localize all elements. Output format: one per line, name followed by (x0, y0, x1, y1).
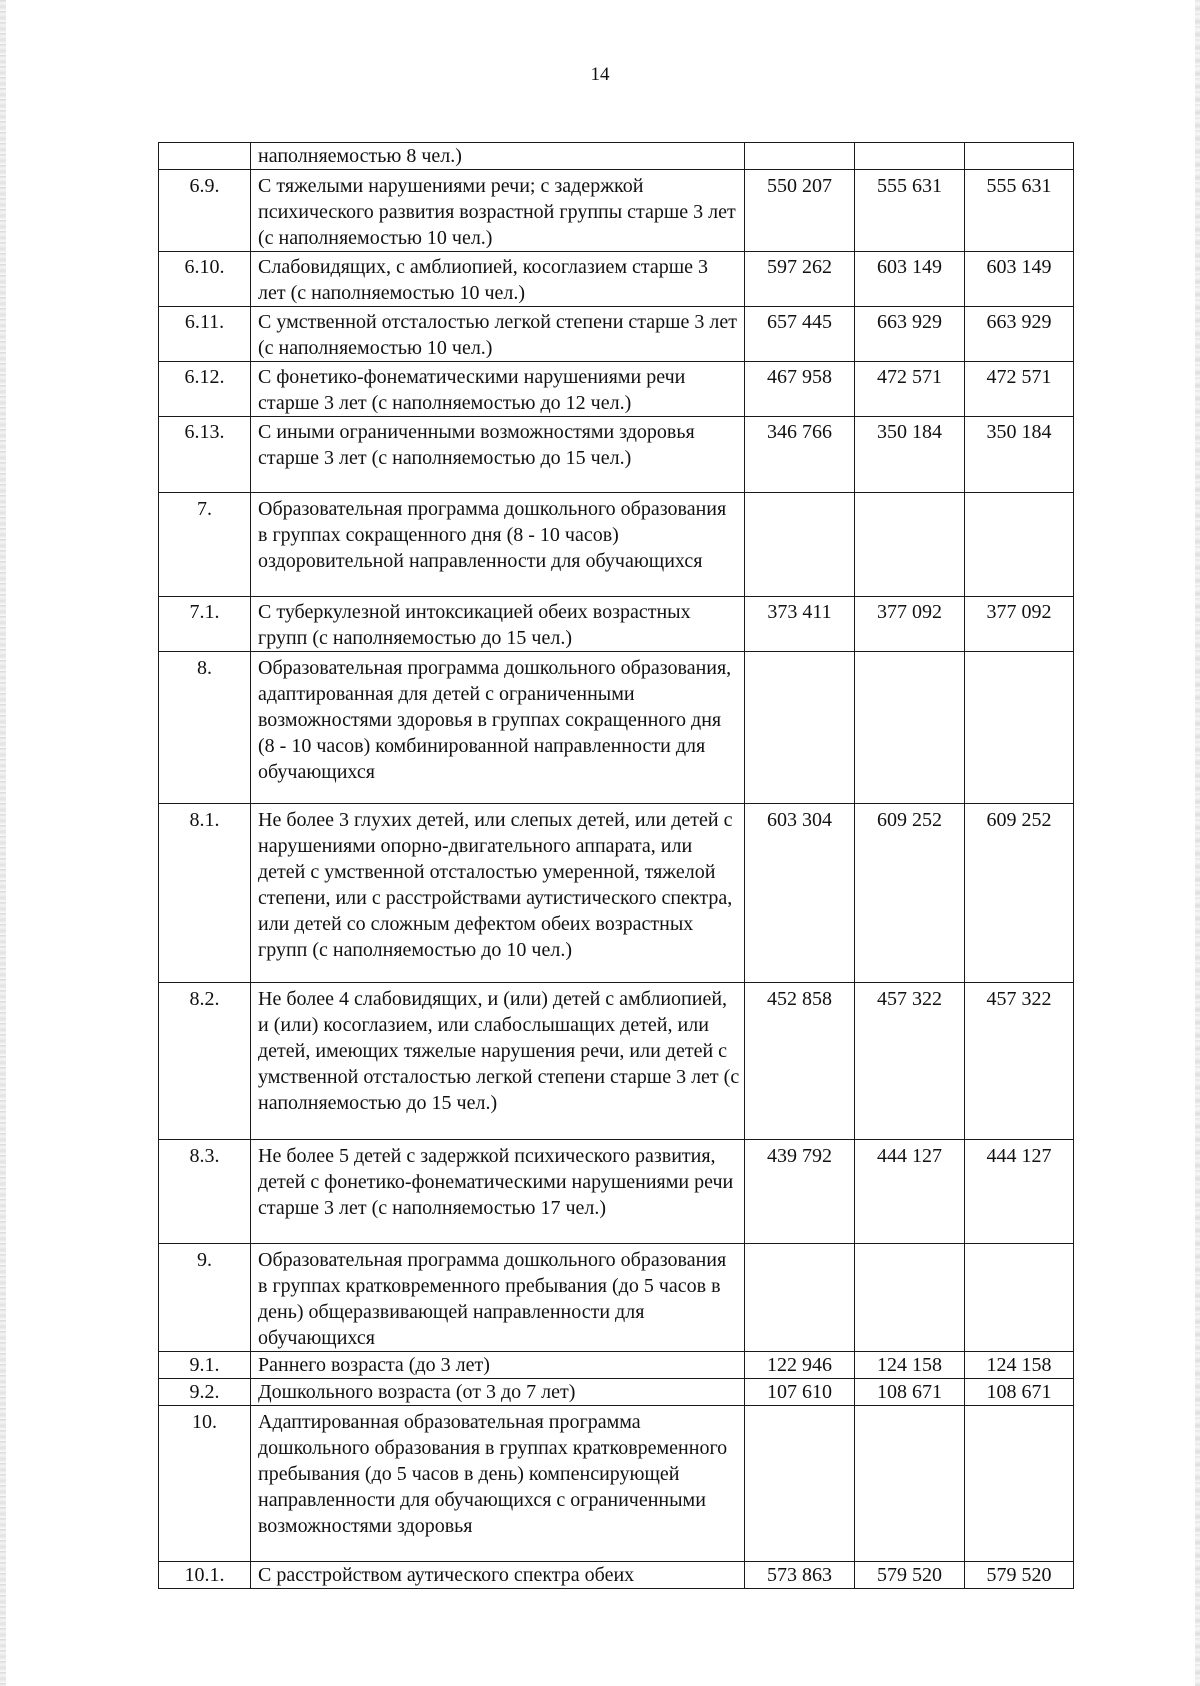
row-value-1-cell (745, 1244, 855, 1352)
row-value-3-cell: 555 631 (965, 170, 1074, 252)
row-value-3-cell: 457 322 (965, 983, 1074, 1140)
row-number-cell: 9.1. (159, 1352, 251, 1379)
row-value-2-cell: 579 520 (855, 1562, 965, 1589)
row-number-cell: 6.12. (159, 362, 251, 417)
table-row (159, 417, 1074, 493)
scan-edge-left (0, 0, 6, 1686)
row-value-1-cell: 657 445 (745, 307, 855, 362)
row-value-3-cell (965, 493, 1074, 597)
row-value-3-cell (965, 1406, 1074, 1562)
row-value-2-cell: 108 671 (855, 1379, 965, 1406)
row-value-2-cell: 377 092 (855, 597, 965, 652)
row-description-cell: Образовательная программа дошкольного образования в группах сокращенного дня (8 - 10 часов) оздоровительной направленности для обучающихся (251, 493, 745, 597)
row-description-cell: С фонетико-фонематическими нарушениями речи старше 3 лет (с наполняемостью до 12 чел.) (251, 362, 745, 417)
row-number-cell: 10.1. (159, 1562, 251, 1589)
row-value-3-cell: 377 092 (965, 597, 1074, 652)
row-description-cell: С тяжелыми нарушениями речи; с задержкой психического развития возрастной группы старше 3 лет (с наполняемостью 10 чел.) (251, 170, 745, 252)
table-row (159, 804, 1074, 983)
row-number-cell: 7. (159, 493, 251, 597)
row-value-3-cell: 579 520 (965, 1562, 1074, 1589)
row-number-cell: 8.3. (159, 1140, 251, 1244)
row-description-cell: Образовательная программа дошкольного образования в группах кратковременного пребывания (до 5 часов в день) общеразвивающей направленности для обучающихся (251, 1244, 745, 1352)
row-value-3-cell: 444 127 (965, 1140, 1074, 1244)
row-description-cell: С расстройством аутического спектра обеих (251, 1562, 745, 1589)
row-value-2-cell: 555 631 (855, 170, 965, 252)
row-description-cell: Раннего возраста (до 3 лет) (251, 1352, 745, 1379)
row-value-3-cell (965, 652, 1074, 804)
row-value-2-cell: 663 929 (855, 307, 965, 362)
table-row (159, 170, 1074, 252)
row-value-2-cell: 124 158 (855, 1352, 965, 1379)
row-value-2-cell: 609 252 (855, 804, 965, 983)
table-row (159, 1562, 1074, 1589)
row-value-2-cell (855, 493, 965, 597)
row-value-1-cell: 467 958 (745, 362, 855, 417)
row-description-cell: С умственной отсталостью легкой степени старше 3 лет (с наполняемостью 10 чел.) (251, 307, 745, 362)
row-number-cell (159, 143, 251, 170)
table-row (159, 983, 1074, 1140)
row-value-3-cell: 663 929 (965, 307, 1074, 362)
row-description-cell: Не более 5 детей с задержкой психического развития, детей с фонетико-фонематическими нарушениями речи старше 3 лет (с наполняемостью 17 чел.) (251, 1140, 745, 1244)
row-description-cell: Слабовидящих, с амблиопией, косоглазием старше 3 лет (с наполняемостью 10 чел.) (251, 252, 745, 307)
row-value-1-cell (745, 143, 855, 170)
table-row (159, 252, 1074, 307)
table-row (159, 1379, 1074, 1406)
row-value-2-cell: 350 184 (855, 417, 965, 493)
row-value-2-cell: 472 571 (855, 362, 965, 417)
row-value-1-cell: 346 766 (745, 417, 855, 493)
row-value-1-cell: 550 207 (745, 170, 855, 252)
row-number-cell: 10. (159, 1406, 251, 1562)
row-description-cell: Образовательная программа дошкольного образования, адаптированная для детей с ограниченными возможностями здоровья в группах сокращенного дня (8 - 10 часов) комбинированной направленности для обучающихся (251, 652, 745, 804)
row-description-cell: С туберкулезной интоксикацией обеих возрастных групп (с наполняемостью до 15 чел.) (251, 597, 745, 652)
table-row (159, 1352, 1074, 1379)
row-value-3-cell: 350 184 (965, 417, 1074, 493)
table-row (159, 597, 1074, 652)
row-value-3-cell (965, 143, 1074, 170)
row-value-1-cell: 107 610 (745, 1379, 855, 1406)
row-value-2-cell (855, 1244, 965, 1352)
row-value-1-cell (745, 493, 855, 597)
row-value-1-cell: 603 304 (745, 804, 855, 983)
row-number-cell: 8. (159, 652, 251, 804)
row-value-1-cell (745, 1406, 855, 1562)
row-number-cell: 6.13. (159, 417, 251, 493)
table-row (159, 652, 1074, 804)
table-row (159, 307, 1074, 362)
row-value-1-cell (745, 652, 855, 804)
row-value-1-cell: 439 792 (745, 1140, 855, 1244)
row-number-cell: 9. (159, 1244, 251, 1352)
row-value-2-cell (855, 652, 965, 804)
tariff-table (158, 142, 1074, 1589)
row-description-cell: Адаптированная образовательная программа дошкольного образования в группах кратковременного пребывания (до 5 часов в день) компенсирующей направленности для обучающихся с ограниченными возможностями здоровья (251, 1406, 745, 1562)
row-value-1-cell: 597 262 (745, 252, 855, 307)
table-row (159, 362, 1074, 417)
row-value-3-cell (965, 1244, 1074, 1352)
row-description-cell: Не более 4 слабовидящих, и (или) детей с амблиопией, и (или) косоглазием, или слабослышащих детей, или детей, имеющих тяжелые нарушения речи, или детей с умственной отсталостью легкой степени старше 3 лет (с наполняемостью до 15 чел.) (251, 983, 745, 1140)
table-row (159, 1244, 1074, 1352)
row-value-3-cell: 609 252 (965, 804, 1074, 983)
row-value-1-cell: 573 863 (745, 1562, 855, 1589)
row-number-cell: 6.9. (159, 170, 251, 252)
table-row (159, 1406, 1074, 1562)
row-value-3-cell: 124 158 (965, 1352, 1074, 1379)
row-value-1-cell: 452 858 (745, 983, 855, 1140)
row-value-2-cell: 444 127 (855, 1140, 965, 1244)
row-number-cell: 7.1. (159, 597, 251, 652)
row-value-2-cell (855, 143, 965, 170)
table-body (159, 143, 1074, 1589)
row-value-1-cell: 373 411 (745, 597, 855, 652)
row-value-2-cell (855, 1406, 965, 1562)
row-value-2-cell: 603 149 (855, 252, 965, 307)
row-description-cell: Не более 3 глухих детей, или слепых детей, или детей с нарушениями опорно-двигательного аппарата, или детей с умственной отсталостью умеренной, тяжелой степени, или с расстройствами аутистического спектра, или детей со сложным дефектом обеих возрастных групп (с наполняемостью до 10 чел.) (251, 804, 745, 983)
row-value-3-cell: 472 571 (965, 362, 1074, 417)
row-value-1-cell: 122 946 (745, 1352, 855, 1379)
row-number-cell: 6.10. (159, 252, 251, 307)
page-number: 14 (590, 64, 610, 85)
row-number-cell: 9.2. (159, 1379, 251, 1406)
row-description-cell: Дошкольного возраста (от 3 до 7 лет) (251, 1379, 745, 1406)
row-description-cell: С иными ограниченными возможностями здоровья старше 3 лет (с наполняемостью до 15 чел.) (251, 417, 745, 493)
row-number-cell: 8.1. (159, 804, 251, 983)
row-value-3-cell: 603 149 (965, 252, 1074, 307)
row-number-cell: 8.2. (159, 983, 251, 1140)
table-row (159, 1140, 1074, 1244)
row-value-3-cell: 108 671 (965, 1379, 1074, 1406)
row-description-cell: наполняемостью 8 чел.) (251, 143, 745, 170)
row-value-2-cell: 457 322 (855, 983, 965, 1140)
row-number-cell: 6.11. (159, 307, 251, 362)
table-row (159, 493, 1074, 597)
table-row (159, 143, 1074, 170)
scan-edge-right (1195, 0, 1200, 1686)
